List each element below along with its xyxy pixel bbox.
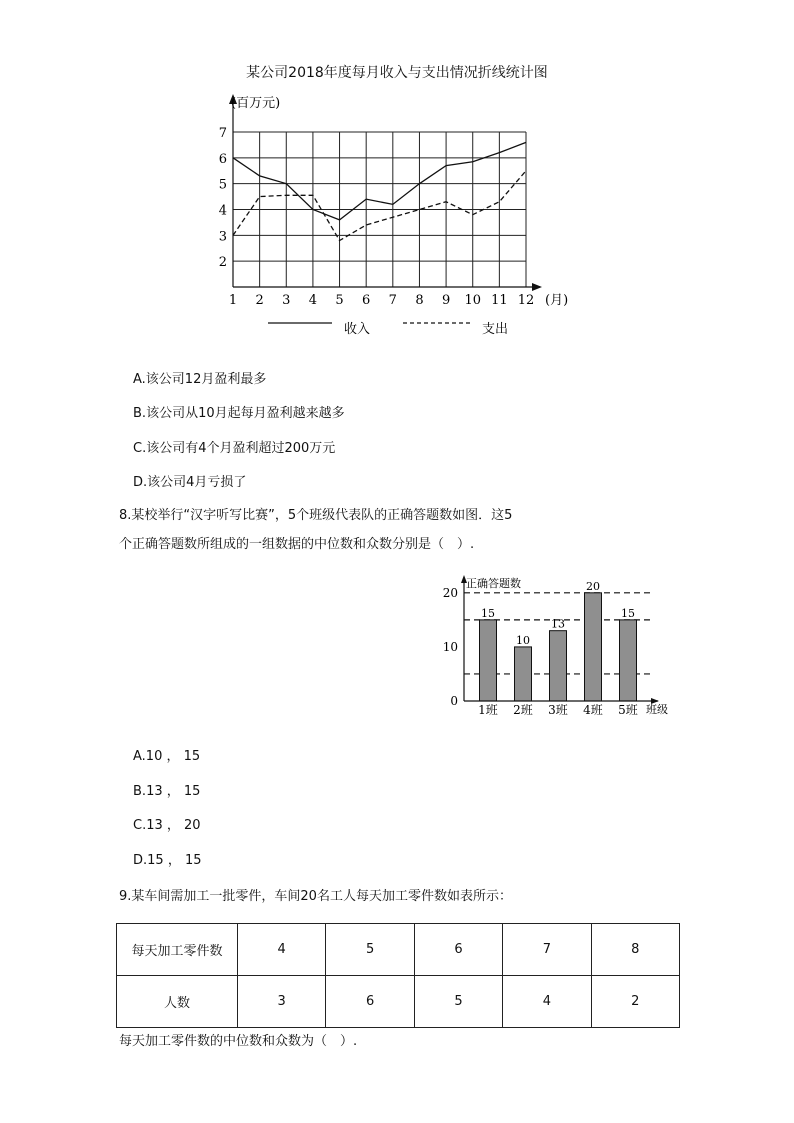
bar — [550, 631, 567, 701]
option-letter: D. — [133, 853, 148, 868]
q8-option-b[interactable] — [133, 780, 200, 799]
q7-option-d[interactable] — [133, 471, 246, 490]
option-letter: A. — [133, 749, 146, 764]
table-cell: 7 — [503, 924, 591, 976]
option-text: 该公司从10月起每月盈利越来越多 — [146, 406, 345, 421]
q8-option-d[interactable] — [133, 849, 202, 868]
bar-category-label: 3班 — [548, 703, 568, 717]
option-text: 该公司有4个月盈利超过200万元 — [146, 441, 336, 456]
line-chart-ylabel: (百万元) — [231, 96, 281, 111]
line-chart — [0, 0, 794, 345]
table-cell: 6 — [414, 924, 502, 976]
bar-data-label: 13 — [551, 617, 565, 631]
q7-option-b[interactable] — [133, 402, 345, 421]
option-text: 15 ， 15 — [147, 853, 202, 868]
x-tick-label: 4 — [308, 293, 318, 308]
x-tick-label: 7 — [388, 293, 397, 308]
table-cell: 5 — [414, 976, 502, 1028]
bar-category-label: 4班 — [583, 703, 603, 717]
bar-chart — [420, 570, 700, 730]
y-tick-label: 10 — [442, 639, 458, 654]
table-cell: 每天加工零件数 — [117, 924, 238, 976]
table-cell: 人数 — [117, 976, 238, 1028]
bar-chart-bars — [478, 580, 638, 717]
line-chart-ticks — [219, 126, 535, 308]
x-tick-label: 12 — [517, 293, 535, 308]
parts-table — [116, 923, 680, 1028]
legend-expense-label: 支出 — [482, 322, 509, 337]
option-text: 13 ， 15 — [146, 784, 201, 799]
x-tick-label: 2 — [255, 293, 264, 308]
y-tick-label: 4 — [218, 203, 227, 219]
option-letter: A. — [133, 372, 146, 387]
bar-data-label: 15 — [621, 606, 635, 620]
line-chart-xunit: (月) — [545, 293, 569, 308]
q7-option-c[interactable] — [133, 437, 335, 456]
y-tick-label: 20 — [442, 585, 458, 600]
option-letter: B. — [133, 406, 147, 421]
option-text: 该公司4月亏损了 — [147, 475, 247, 490]
bar-chart-xlabel: 班级 — [646, 703, 668, 716]
series-line-income — [233, 142, 526, 220]
bar-category-label: 5班 — [618, 703, 638, 717]
option-text: 该公司12月盈利最多 — [145, 372, 267, 387]
y-tick-label: 5 — [218, 177, 227, 193]
x-tick-label: 10 — [464, 293, 482, 308]
x-tick-label: 6 — [362, 293, 371, 308]
table-cell: 6 — [326, 976, 414, 1028]
y-tick-label: 0 — [450, 694, 458, 708]
x-tick-label: 8 — [415, 293, 424, 308]
option-letter: C. — [133, 441, 147, 456]
table-cell: 5 — [326, 924, 414, 976]
bar-chart-ylabel: 正确答题数 — [466, 577, 521, 590]
y-tick-label: 6 — [218, 151, 227, 167]
y-tick-label: 2 — [218, 255, 227, 271]
bar — [620, 620, 637, 701]
table-row — [117, 924, 680, 976]
table-cell: 8 — [591, 924, 679, 976]
table-cell: 3 — [238, 976, 326, 1028]
bar-category-label: 2班 — [513, 703, 533, 717]
table-row — [117, 976, 680, 1028]
option-letter: D. — [133, 475, 148, 490]
x-axis-arrow — [532, 283, 542, 291]
x-tick-label: 9 — [441, 293, 451, 308]
line-chart-series — [233, 142, 526, 240]
line-chart-title: 某公司2018年度每月收入与支出情况折线统计图 — [246, 65, 548, 81]
x-tick-label: 5 — [335, 293, 344, 308]
q7-option-a[interactable] — [133, 368, 266, 387]
bar — [585, 593, 602, 701]
table-cell: 4 — [238, 924, 326, 976]
table-cell: 2 — [591, 976, 679, 1028]
bar-data-label: 20 — [586, 579, 600, 593]
bar — [480, 620, 497, 701]
q8-option-a[interactable] — [133, 745, 200, 764]
bar-data-label: 10 — [516, 633, 530, 647]
q8-stem-line2: 个正确答题数所组成的一组数据的中位数和众数分别是（ ）. — [119, 537, 475, 552]
y-tick-label: 3 — [218, 229, 227, 245]
q9-after-text: 每天加工零件数的中位数和众数为（ ）. — [119, 1034, 358, 1049]
legend-income-label: 收入 — [344, 322, 371, 337]
bar-data-label: 15 — [481, 606, 495, 620]
q8-option-c[interactable] — [133, 814, 201, 833]
bar-category-label: 1班 — [478, 703, 498, 717]
q9-stem: 9.某车间需加工一批零件，车间20名工人每天加工零件数如表所示： — [119, 889, 512, 904]
x-tick-label: 1 — [228, 293, 238, 308]
x-tick-label: 11 — [491, 293, 508, 308]
y-tick-label: 7 — [218, 126, 227, 141]
bar — [515, 647, 532, 701]
option-text: 10 ， 15 — [145, 749, 201, 764]
q8-stem-line1: 8.某校举行“汉字听写比赛”，5个班级代表队的正确答题数如图．这5 — [119, 508, 513, 523]
option-letter: C. — [133, 818, 147, 833]
x-tick-label: 3 — [282, 293, 291, 308]
option-letter: B. — [133, 784, 147, 799]
table-cell: 4 — [503, 976, 591, 1028]
option-text: 13 ， 20 — [146, 818, 201, 833]
